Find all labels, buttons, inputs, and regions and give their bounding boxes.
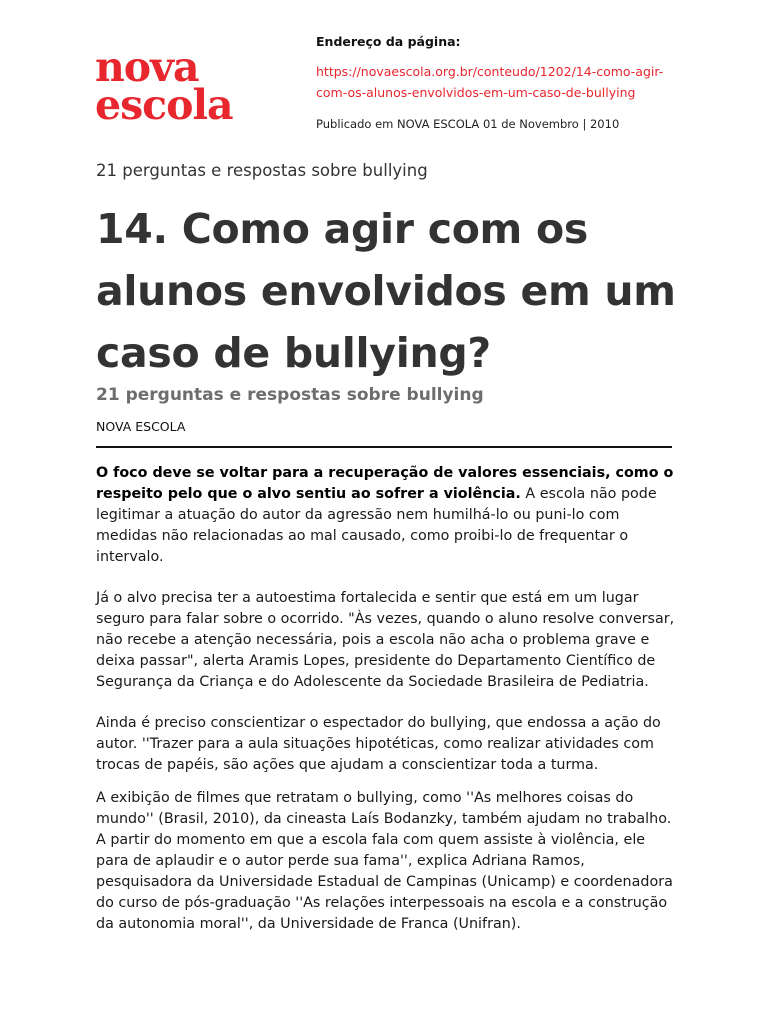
paragraph-2: Já o alvo precisa ter a autoestima fortalecida e sentir que está em um lugar seguro para falar sobre o ocorrido. "Às vezes, quando o aluno resolve conversar, não recebe a atenção necessária, pois a escola não acha o problema grave e deixa passar", alerta Aramis Lopes, presidente do Departamento Científico de Segurança da Criança e do Adolescente da Sociedade Brasileira de Pediatria. (96, 590, 675, 690)
logo-line-2: escola (95, 81, 233, 129)
page-address-label: Endereço da página: (316, 34, 461, 49)
publication-info: Publicado em NOVA ESCOLA 01 de Novembro | 2010 (316, 117, 620, 131)
page-url-link[interactable]: https://novaescola.org.br/conteudo/1202/14-como-agir-com-os-alunos-envolvidos-em-um-caso-de-bullying (316, 64, 664, 100)
article-title: 14. Como agir com os alunos envolvidos em um caso de bullying? (96, 205, 676, 377)
article-author: NOVA ESCOLA (96, 419, 186, 434)
series-label: 21 perguntas e respostas sobre bullying (96, 161, 428, 180)
paragraph-4: A exibição de filmes que retratam o bullying, como ''As melhores coisas do mundo'' (Brasil, 2010), da cineasta Laís Bodanzky, também ajudam no trabalho. A partir do momento em que a escola fala com quem assiste à violência, ele para de aplaudir e o autor perde sua fama'', explica Adriana Ramos, pesquisadora da Universidade Estadual de Campinas (Unicamp) e coordenadora do curso de pós-graduação ''As relações interpessoais na escola e a construção da autonomia moral'', da Universidade de Franca (Unifran). (96, 790, 673, 932)
logo-line-1: nova (95, 43, 199, 91)
divider (96, 446, 672, 448)
nova-escola-logo[interactable] (95, 43, 233, 129)
paragraph-1 (96, 463, 676, 568)
article-subtitle: 21 perguntas e respostas sobre bullying (96, 385, 484, 405)
paragraph-3: Ainda é preciso conscientizar o espectador do bullying, que endossa a ação do autor. ''Trazer para a aula situações hipotéticas, como realizar atividades com trocas de papéis, são ações que ajudam a conscientizar toda a turma. (96, 715, 661, 773)
page-meta (316, 34, 676, 131)
article-body (96, 463, 676, 955)
paragraph-1-lead: O foco deve se voltar para a recuperação de valores essenciais, como o respeito pelo que o alvo sentiu ao sofrer a violência. (96, 465, 674, 502)
paragraph-1-text: A escola não pode legitimar a atuação do autor da agressão nem humilhá-lo ou puni-lo com medidas não relacionadas ao mal causado, como proibi-lo de frequentar o intervalo. (96, 486, 657, 565)
